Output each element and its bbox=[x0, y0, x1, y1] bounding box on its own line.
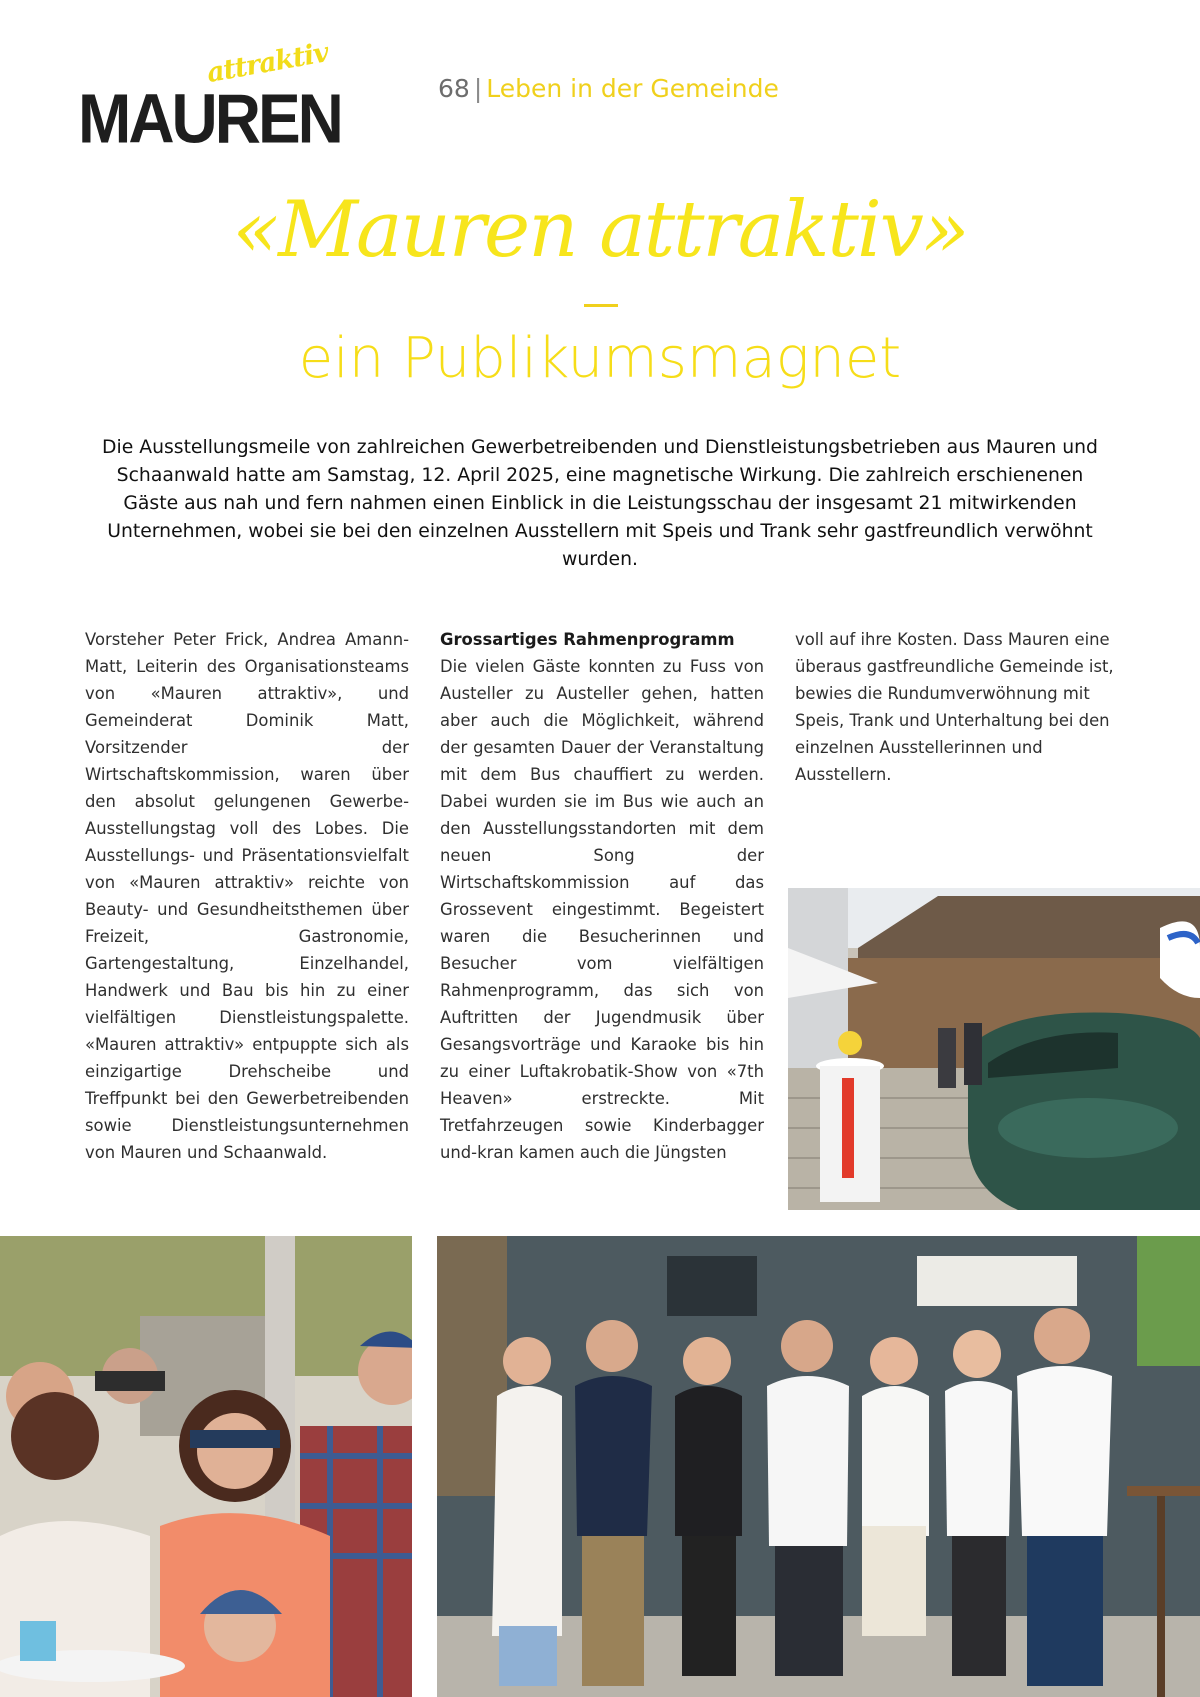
column-3 bbox=[795, 626, 1118, 788]
page-header bbox=[438, 72, 779, 106]
article-lead: Die Ausstellungsmeile von zahlreichen Gewerbetreibenden und Dienstleistungsbetrieben aus Mauren und Schaanwald hatte am Samstag, 12. April 2025, eine magnetische Wirkung. Die zahlreich erschienenen Gäste aus nah und fern nahmen einen Einblick in die Leistungsschau der insgesamt 21 mitwirkenden Unternehmen, wobei sie bei den einzelnen Ausstellern mit Speis und Trank sehr gastfreundlich verwöhnt wurden. bbox=[102, 437, 1098, 570]
article-subheadline: ein Publikumsmagnet bbox=[298, 326, 902, 391]
column-2-heading: Grossartiges Rahmenprogramm bbox=[440, 630, 735, 649]
column-1 bbox=[85, 626, 409, 1166]
page-number: 68 bbox=[438, 74, 470, 103]
mauren-attraktiv-logo bbox=[78, 37, 341, 158]
photo-exhibitor-group bbox=[437, 1236, 1200, 1697]
logo-wordmark: MAUREN bbox=[78, 79, 341, 158]
column-2 bbox=[440, 626, 764, 1166]
column-1-text: Vorsteher Peter Frick, Andrea Amann-Matt, Leiterin des Organisationsteams von «Mauren attraktiv», und Gemeinderat Dominik Matt, Vorsitzender der Wirtschaftskommission, waren über den absolut gelungenen Gewerbe-Ausstellungstag voll des Lobes. Die Ausstellungs- und Präsentationsvielfalt von «Mauren attraktiv» reichte von Beauty- und Gesundheitsthemen über Freizeit, Gastronomie, Gartengestaltung, Einzelhandel, Handwerk und Bau bis hin zu einer vielfältigen Dienstleistungspalette. «Mauren attraktiv» entpuppte sich als einzigartige Drehscheibe und Treffpunkt bei den Gewerbetreibenden sowie Dienstleistungsunternehmen von Mauren und Schaanwald. bbox=[85, 630, 409, 1162]
column-3-text: voll auf ihre Kosten. Dass Mauren eine überaus gastfreundliche Gemeinde ist, bewies die Rundumverwöhnung mit Speis, Trank und Unterhaltung bei den einzelnen Ausstellerinnen und Ausstellern. bbox=[795, 630, 1114, 784]
header-separator: | bbox=[473, 74, 483, 103]
photo-car-exhibition bbox=[788, 888, 1200, 1210]
article-headline: «Mauren attraktiv» bbox=[232, 185, 968, 275]
logo-script: attraktiv bbox=[204, 37, 331, 89]
column-2-text: Die vielen Gäste konnten zu Fuss von Austeller zu Austeller gehen, hatten aber auch die Möglichkeit, während der gesamten Dauer der Veranstaltung mit dem Bus chauffiert zu werden. Dabei wurden sie im Bus wie auch an den Ausstellungsstandorten mit dem neuen Song der Wirtschaftskommission auf das Grossevent eingestimmt. Begeistert waren die Besucherinnen und Besucher vom vielfältigen Rahmenprogramm, das sich von Auftritten der Jugendmusik über Gesangsvorträge und Karaoke bis hin zu einer Luftakrobatik-Show von «7th Heaven» erstreckte. Mit Tretfahrzeugen sowie Kinderbagger und-kran kamen auch die Jüngsten bbox=[440, 657, 764, 1162]
title-dash bbox=[584, 304, 618, 307]
photo-visitors bbox=[0, 1236, 412, 1697]
section-title: Leben in der Gemeinde bbox=[486, 74, 779, 103]
